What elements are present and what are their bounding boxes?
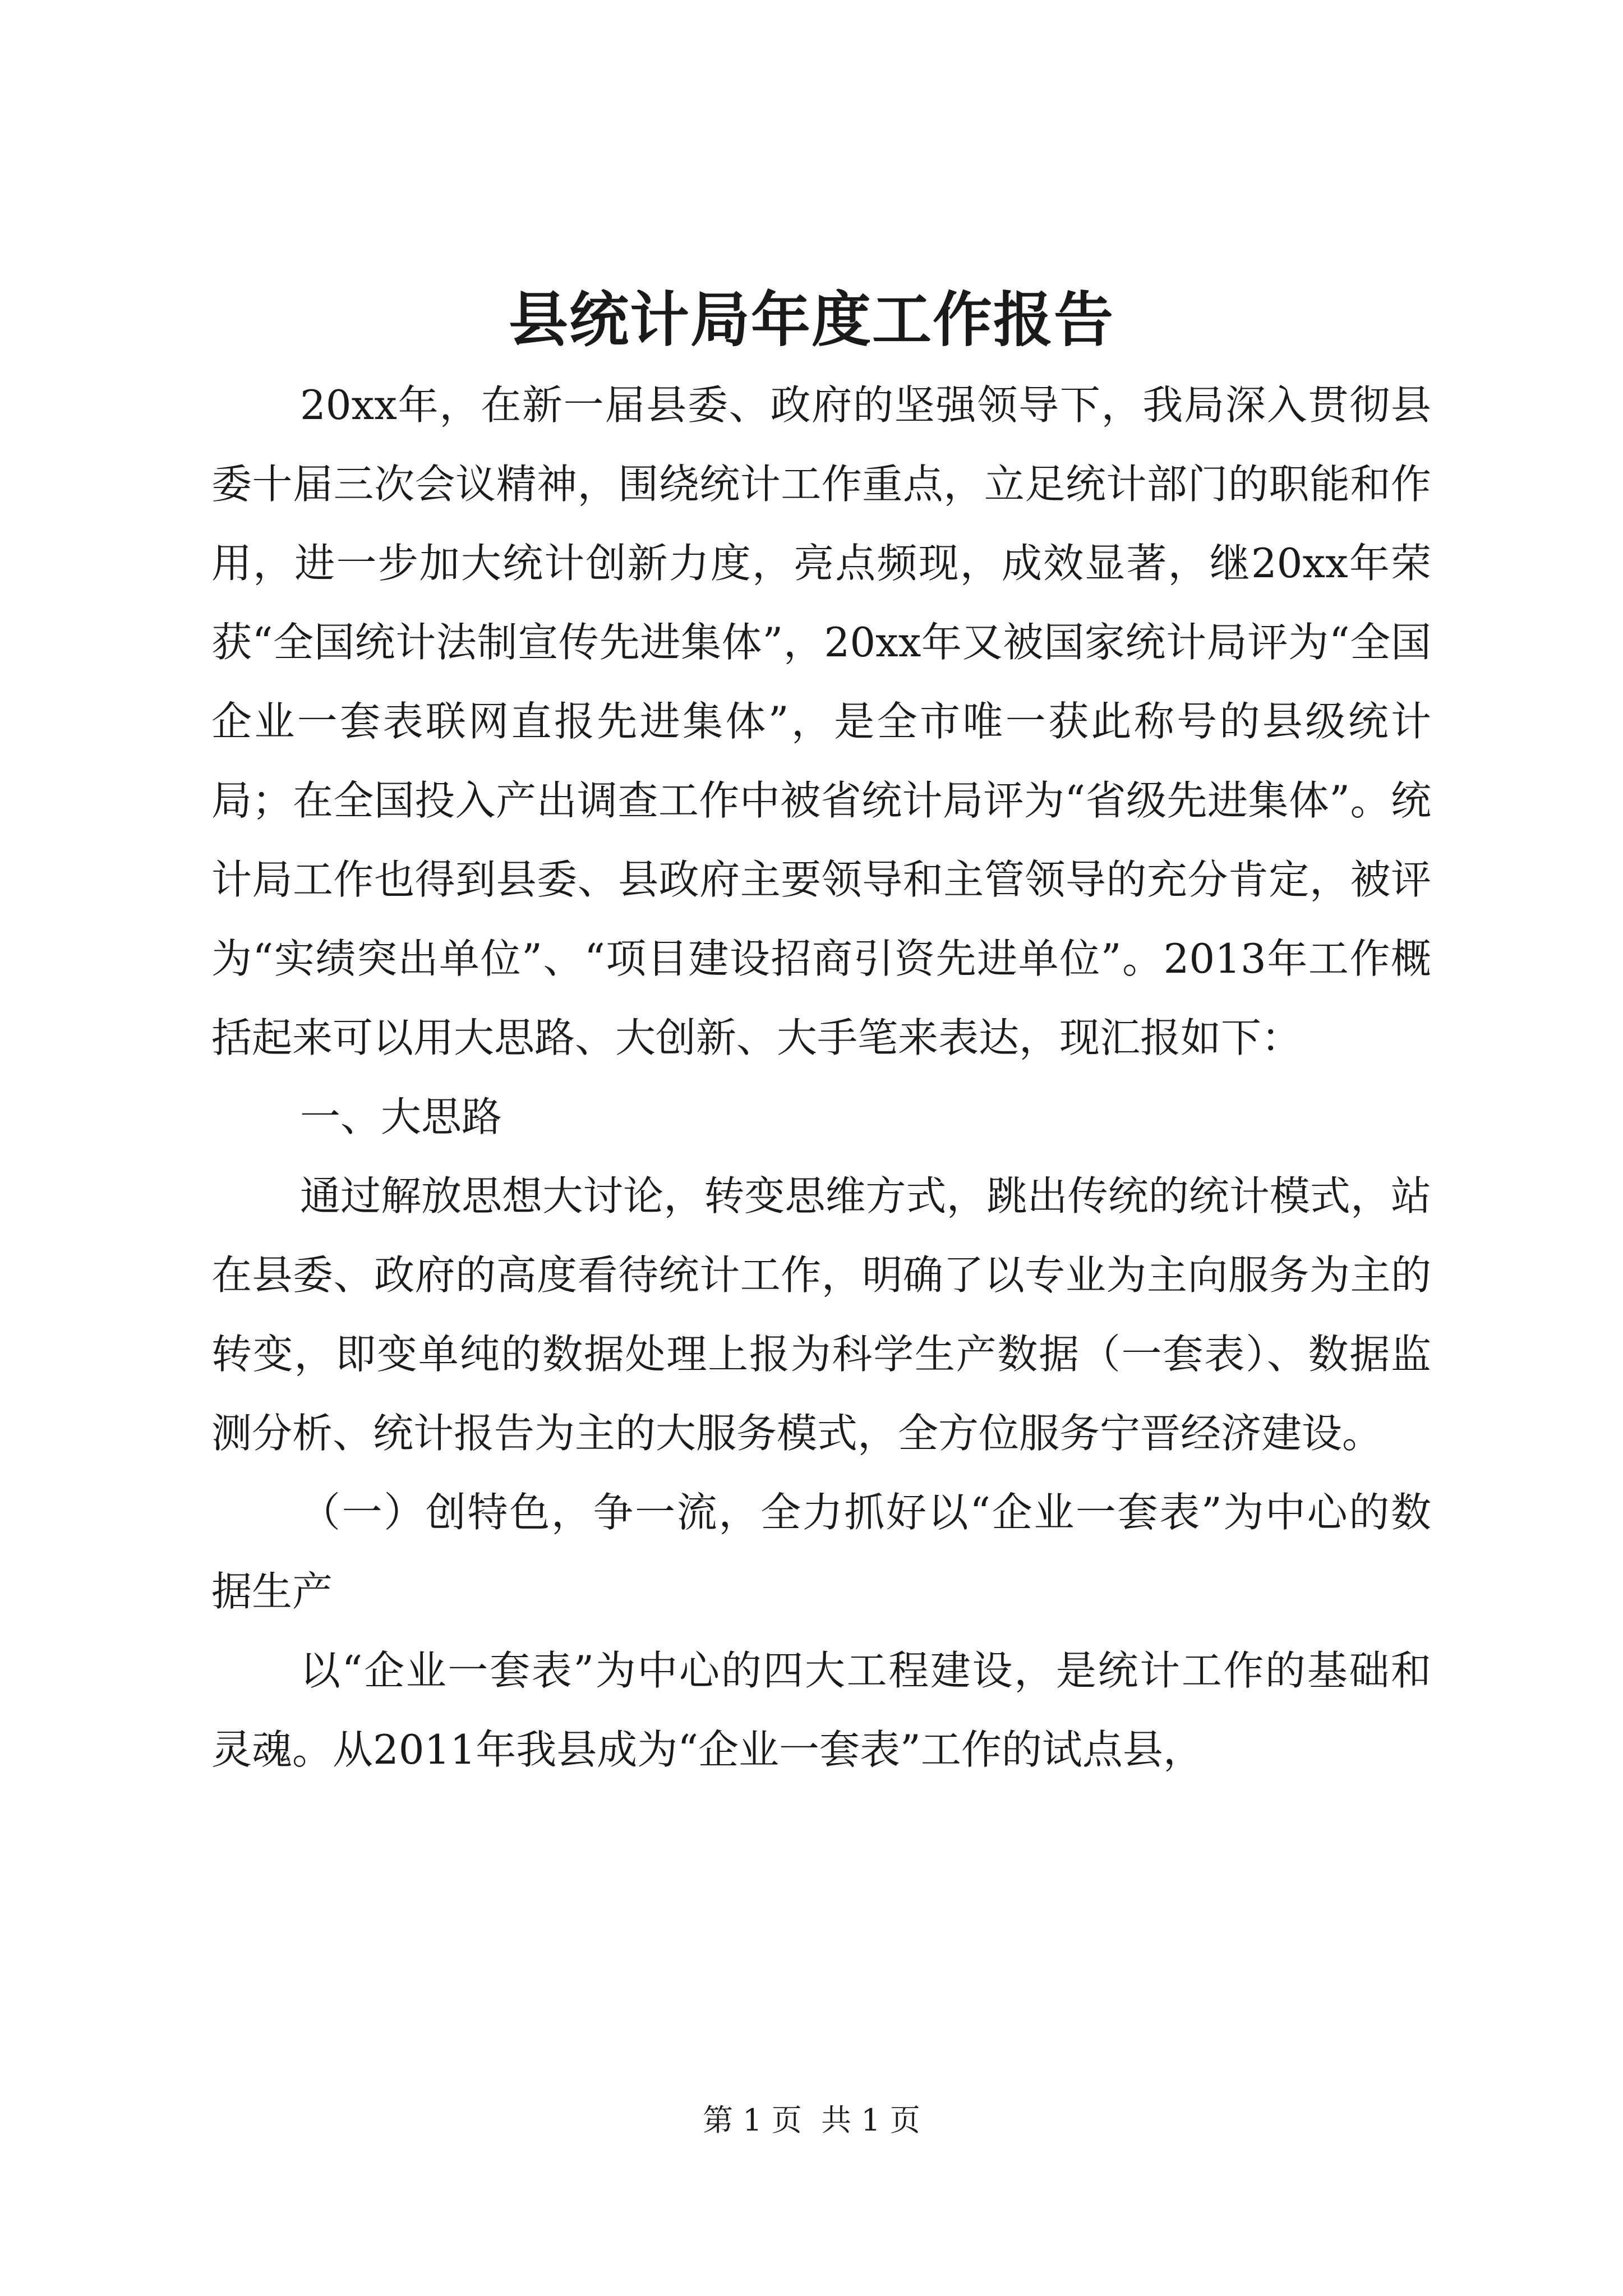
page-number: 第 1 页 共 1 页: [703, 2102, 920, 2138]
paragraph-subsection-1: 以“企业一套表”为中心的四大工程建设，是统计工作的基础和灵魂。从2011年我县成为“企业一套表”工作的试点县，: [211, 1647, 1431, 1773]
document-body: [211, 366, 1431, 1789]
page-footer: [0, 2098, 1623, 2143]
paragraph-intro: 20xx年，在新一届县委、政府的坚强领导下，我局深入贯彻县委十届三次会议精神，围绕统计工作重点，立足统计部门的职能和作用，进一步加大统计创新力度，亮点频现，成效显著，继20xx年荣获“全国统计法制宣传先进集体”，20xx年又被国家统计局评为“全国企业一套表联网直报先进集体”，是全市唯一获此称号的县级统计局；在全国投入产出调查工作中被省统计局评为“省级先进集体”。统计局工作也得到县委、县政府主要领导和主管领导的充分肯定，被评为“实绩突出单位”、“项目建设招商引资先进单位”。2013年工作概括起来可以用大思路、大创新、大手笔来表达，现汇报如下：: [211, 381, 1431, 1061]
document-title: 县统计局年度工作报告: [509, 284, 1114, 355]
section-heading-1: 一、大思路: [300, 1093, 502, 1140]
subsection-heading-1: （一）创特色，争一流，全力抓好以“企业一套表”为中心的数据生产: [211, 1489, 1431, 1615]
paragraph-section-1: 通过解放思想大讨论，转变思维方式，跳出传统的统计模式，站在县委、政府的高度看待统计工作，明确了以专业为主向服务为主的转变，即变单纯的数据处理上报为科学生产数据（一套表）、数据监测分析、统计报告为主的大服务模式，全方位服务宁晋经济建设。: [211, 1172, 1431, 1457]
